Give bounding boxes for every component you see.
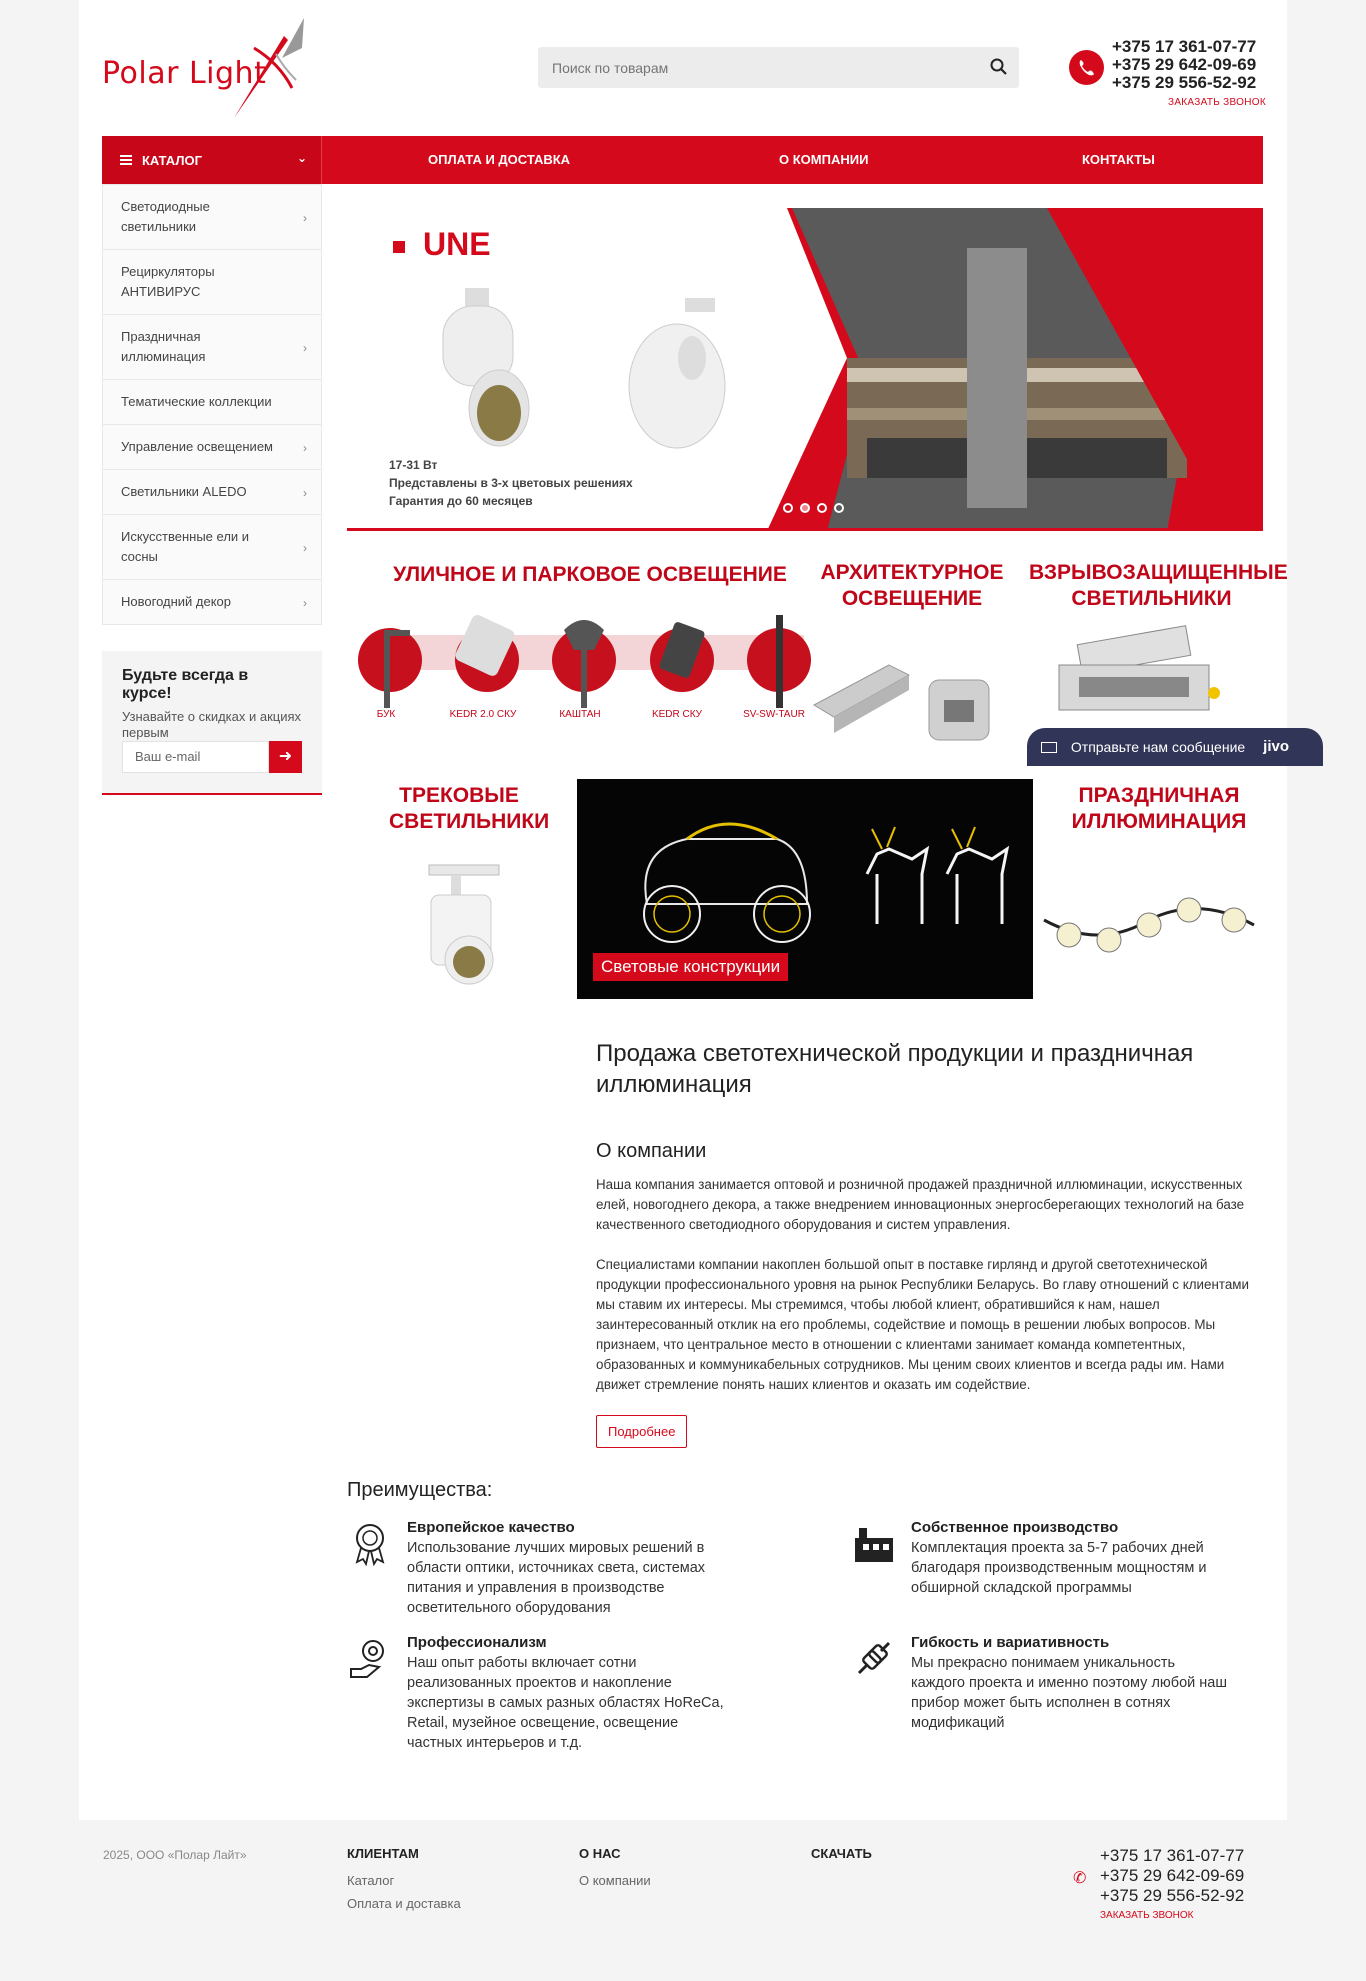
street-model-label: KEDR СКУ <box>651 709 703 720</box>
footer-col-about <box>579 1846 651 1892</box>
category-explosion-title[interactable]: ВЗРЫВОЗАЩИЩЕННЫЕ СВЕТИЛЬНИКИ <box>1029 561 1288 610</box>
logo[interactable] <box>102 18 312 118</box>
about-paragraph: Специалистами компании накоплен большой опыт в поставке гирлянд и другой светотехнической продукции профессионального уровня на рынок Республики Беларусь. Во главу отношений с клиентами мы ставим их интересы. Мы стремимся, чтобы любой клиент, обратившийся к нам, нашел заинтересованный отклик на его проблемы, содействие и помощь в решении любых вопросов. Мы признаем, что центральное место в отношении с клиентами занимает команда компетентных, образованных и коммуникабельных сотрудников. Мы ценим своих клиентов и всегда рады им. Нами движет стремление понять наших клиентов и оказать им содействие. <box>596 1257 1249 1392</box>
phone-number[interactable]: +375 29 556-52-92 <box>1112 73 1257 92</box>
gear-hand-icon <box>347 1635 393 1681</box>
street-model-label: КАШТАН <box>559 709 601 720</box>
main-nav <box>102 136 1263 184</box>
subscribe-box <box>102 651 322 795</box>
arch-light-image[interactable] <box>809 645 1009 755</box>
about-subtitle: О компании <box>596 1140 707 1162</box>
order-call-link[interactable]: ЗАКАЗАТЬ ЗВОНОК <box>1100 1910 1194 1921</box>
phone-icon: ✆ <box>1073 1870 1087 1887</box>
sidebar-item-label: Светильники ALEDO <box>121 484 247 499</box>
sidebar-catalog <box>102 184 322 625</box>
banner-specs: 17-31 Вт Представлены в 3-х цветовых решениях Гарантия до 60 месяцев <box>389 458 633 508</box>
factory-icon <box>851 1520 897 1566</box>
footer-col-clients <box>347 1846 461 1915</box>
logo-mark-icon <box>224 18 314 118</box>
logo-text: Polar Light <box>102 56 267 91</box>
sidebar-item[interactable] <box>103 379 321 424</box>
advantage-text: Мы прекрасно понимаем уникальность каждого проекта и именно поэтому любой наш прибор может быть исполнен в сотнях модификаций <box>911 1655 1227 1731</box>
category-track-title[interactable]: ТРЕКОВЫЕ СВЕТИЛЬНИКИ <box>389 784 550 833</box>
slider-dot[interactable] <box>800 503 810 513</box>
advantage-title: Европейское качество <box>407 1519 575 1536</box>
menu-icon <box>120 155 132 165</box>
sidebar-item-label: Искусственные ели и сосны <box>121 529 250 564</box>
nav-item-about[interactable]: О КОМПАНИИ <box>779 152 869 167</box>
advantage-item <box>347 1633 727 1753</box>
footer-link[interactable]: Оплата и доставка <box>347 1896 461 1911</box>
search-bar <box>538 47 1019 88</box>
category-holiday-title[interactable]: ПРАЗДНИЧНАЯ ИЛЛЮМИНАЦИЯ <box>1071 784 1247 833</box>
category-street-title[interactable]: УЛИЧНОЕ И ПАРКОВОЕ ОСВЕЩЕНИЕ <box>393 563 787 586</box>
sidebar-item[interactable] <box>103 314 321 379</box>
chevron-right-icon: › <box>303 596 307 610</box>
page-container <box>79 0 1287 1820</box>
phone-number[interactable]: +375 29 556-52-92 <box>1100 1886 1245 1905</box>
chevron-right-icon: › <box>303 541 307 555</box>
search-icon[interactable] <box>989 57 1009 77</box>
more-button[interactable]: Подробнее <box>596 1415 687 1448</box>
advantage-text: Использование лучших мировых решений в области оптики, источниках света, системах питания и управления в производстве осветительного оборудования <box>407 1540 706 1616</box>
advantages-title: Преимущества: <box>347 1479 493 1501</box>
sidebar-item[interactable] <box>103 184 321 249</box>
category-arch-title[interactable]: АРХИТЕКТУРНОЕ ОСВЕЩЕНИЕ <box>820 561 1004 610</box>
chevron-right-icon: › <box>303 486 307 500</box>
chevron-right-icon: › <box>303 441 307 455</box>
chat-brand: jivo <box>1263 738 1289 755</box>
catalog-label: КАТАЛОГ <box>142 152 202 168</box>
sidebar-item[interactable] <box>103 514 321 579</box>
sidebar-item-label: Тематические коллекции <box>121 394 272 409</box>
footer-link[interactable]: О компании <box>579 1873 651 1888</box>
sidebar-item-label: Праздничная иллюминация <box>121 329 206 364</box>
footer-col-title: СКАЧАТЬ <box>811 1846 872 1861</box>
chat-widget[interactable] <box>1027 728 1323 766</box>
footer-link[interactable]: Каталог <box>347 1873 395 1888</box>
arrow-right-icon: ➜ <box>278 748 293 765</box>
chat-label: Отправьте нам сообщение <box>1070 739 1246 755</box>
sidebar-item[interactable] <box>103 579 321 624</box>
phone-number[interactable]: +375 17 361-07-77 <box>1100 1846 1245 1865</box>
street-lights-image[interactable] <box>354 610 824 710</box>
street-model-label: KEDR 2.0 СКУ <box>449 709 517 720</box>
sidebar-item-label: Рециркуляторы АНТИВИРУС <box>121 264 215 299</box>
email-input[interactable]: Ваш e-mail <box>122 741 269 773</box>
envelope-icon <box>1041 742 1057 753</box>
slider-dot[interactable] <box>783 503 793 513</box>
sidebar-item[interactable] <box>103 249 321 314</box>
slider-dot[interactable] <box>817 503 827 513</box>
phone-number[interactable]: +375 29 642-09-69 <box>1112 55 1257 74</box>
slider-dot[interactable] <box>834 503 844 513</box>
header-phones <box>1112 38 1267 92</box>
advantage-text: Наш опыт работы включает сотни реализованных проектов и накопление экспертизы в самых разных областях HoReCa, Retail, музейное освещение, освещение частных интерьеров и т.д. <box>407 1655 724 1751</box>
phone-number[interactable]: +375 29 642-09-69 <box>1100 1866 1245 1885</box>
explosion-light-image[interactable] <box>1039 625 1239 725</box>
subscribe-title: Будьте всегда в курсе! <box>122 667 249 702</box>
advantage-text: Комплектация проекта за 5-7 рабочих дней благодаря производственным мощностям и обширной складской программы <box>911 1540 1207 1596</box>
advantage-title: Профессионализм <box>407 1634 547 1651</box>
track-light-image[interactable] <box>409 860 529 990</box>
chevron-right-icon: › <box>303 211 307 225</box>
chevron-down-icon: ⌄ <box>296 151 307 165</box>
advantage-item <box>347 1518 727 1618</box>
footer-col-title: КЛИЕНТАМ <box>347 1846 419 1861</box>
sidebar-item[interactable] <box>103 424 321 469</box>
nav-item-delivery[interactable]: ОПЛАТА И ДОСТАВКА <box>428 152 571 167</box>
sidebar-item-label: Новогодний декор <box>121 594 232 609</box>
footer-copyright: 2025, ООО «Полар Лайт» <box>103 1848 247 1862</box>
subscribe-text: Узнавайте о скидках и акциях первым <box>122 709 302 740</box>
banner-brand: UNE <box>393 226 491 263</box>
order-call-link[interactable]: ЗАКАЗАТЬ ЗВОНОК <box>1168 97 1266 108</box>
advantage-item <box>851 1633 1231 1733</box>
footer <box>0 1820 1366 1981</box>
advantage-item <box>851 1518 1231 1598</box>
holiday-lights-image[interactable] <box>1039 880 1259 970</box>
about-title: Продажа светотехнической продукции и праздничная иллюминация <box>596 1040 1194 1098</box>
search-input[interactable] <box>538 47 958 88</box>
footer-col-download <box>811 1846 872 1869</box>
subscribe-button[interactable] <box>269 741 302 773</box>
footer-col-title: О НАС <box>579 1846 621 1861</box>
footer-phones <box>1100 1846 1244 1921</box>
about-section <box>596 1038 1266 1448</box>
sidebar-item-label: Светодиодные светильники <box>121 199 210 234</box>
catalog-button[interactable] <box>102 136 322 184</box>
street-model-label: БУК <box>376 709 396 720</box>
about-paragraph: Наша компания занимается оптовой и розничной продажей праздничной иллюминации, искусственных елей, новогоднего декора, а также внедрением инновационных энергосберегающих технологий на базе качественного светодиодного оборудования и систем управления. <box>596 1177 1245 1232</box>
nav-item-contacts[interactable]: КОНТАКТЫ <box>1082 152 1155 167</box>
street-model-label: SV-SW-TAUR <box>743 709 805 720</box>
slider-dots <box>783 500 851 518</box>
hero-slider[interactable] <box>347 208 1263 531</box>
advantage-title: Собственное производство <box>911 1519 1119 1536</box>
phone-icon <box>1069 50 1104 85</box>
plug-icon <box>851 1635 897 1681</box>
chevron-right-icon: › <box>303 341 307 355</box>
light-constructions-label: Световые конструкции <box>593 953 788 981</box>
sidebar-item-label: Управление освещением <box>121 439 273 454</box>
award-icon <box>347 1520 393 1566</box>
sidebar-item[interactable] <box>103 469 321 514</box>
phone-number[interactable]: +375 17 361-07-77 <box>1112 37 1257 56</box>
advantage-title: Гибкость и вариативность <box>911 1634 1110 1651</box>
light-constructions-tile[interactable] <box>577 779 1033 999</box>
